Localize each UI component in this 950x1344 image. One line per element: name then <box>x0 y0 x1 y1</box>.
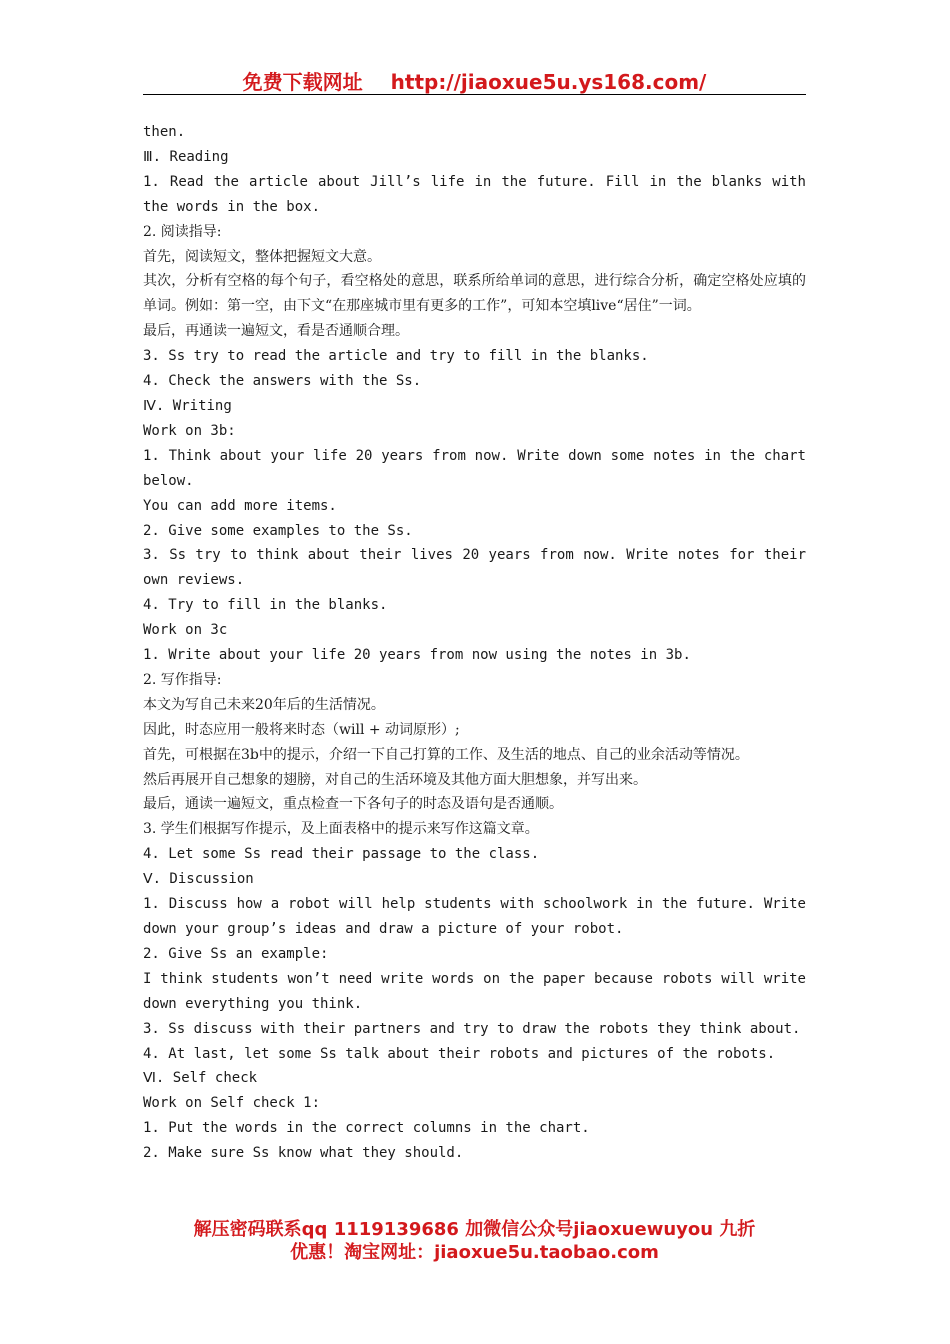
text-line: 然后再展开自己想象的翅膀，对自己的生活环境及其他方面大胆想象，并写出来。 <box>143 771 647 788</box>
text-line: 1. Discuss how a robot will help students with schoolwork in the future. Write down your group’s ideas and draw a picture of your robot. <box>143 896 806 937</box>
text-line: 2. Give some examples to the Ss. <box>143 522 413 539</box>
text-line: 因此，时态应用一般将来时态（will + 动词原形）; <box>143 721 460 738</box>
page-footer <box>143 1218 806 1264</box>
document-body <box>143 120 806 1166</box>
text-line: 其次，分析有空格的每个句子，看空格处的意思，联系所给单词的意思，进行综合分析，确定空格处应填的单词。例如：第一空，由下文“在那座城市里有更多的工作”，可知本空填live“居住”一词。 <box>143 273 806 315</box>
text-line: 1. Read the article about Jill’s life in the future. Fill in the blanks with the words in the box. <box>143 173 806 215</box>
text-line: 4. At last, let some Ss talk about their robots and pictures of the robots. <box>143 1045 776 1062</box>
text-line: then. <box>143 124 186 140</box>
text-line: 2. 写作指导: <box>143 671 222 688</box>
text-line: 2. Make sure Ss know what they should. <box>143 1145 464 1162</box>
text-line: You can add more items. <box>143 497 337 514</box>
header-site-label: 免费下载网址 <box>242 70 363 94</box>
text-line: 3. Ss try to read the article and try to fill in the blanks. <box>143 348 649 365</box>
section-heading-writing: Ⅳ. Writing <box>143 397 232 414</box>
text-line: 最后，通读一遍短文，重点检查一下各句子的时态及语句是否通顺。 <box>143 796 563 813</box>
text-line: 本文为写自己未来20年后的生活情况。 <box>143 696 385 713</box>
text-line: 3. Ss try to think about their lives 20 years from now. Write notes for their own reviews. <box>143 547 806 589</box>
text-line: 4. Check the answers with the Ss. <box>143 373 422 390</box>
text-line: 4. Try to fill in the blanks. <box>143 597 388 614</box>
header-divider <box>143 94 806 95</box>
text-line: 3. Ss discuss with their partners and try to draw the robots they think about. <box>143 1020 801 1037</box>
text-line: 4. Let some Ss read their passage to the class. <box>143 846 540 863</box>
text-line: 最后，再通读一遍短文，看是否通顺合理。 <box>143 323 409 340</box>
section-heading-self-check: Ⅵ. Self check <box>143 1070 258 1087</box>
text-line: 2. 阅读指导: <box>143 223 222 240</box>
text-line: 首先，阅读短文，整体把握短文大意。 <box>143 248 381 265</box>
text-line: Work on 3c <box>143 622 228 639</box>
section-heading-reading: Ⅲ. Reading <box>143 148 229 165</box>
footer-line-1: 解压密码联系qq 1119139686 加微信公众号jiaoxuewuyou 九折 <box>193 1219 756 1240</box>
text-line: Work on 3b: <box>143 422 236 439</box>
footer-line-2: 优惠！淘宝网址：jiaoxue5u.taobao.com <box>290 1242 659 1263</box>
text-line: 首先，可根据在3b中的提示，介绍一下自己打算的工作、及生活的地点、自己的业余活动等情况。 <box>143 746 749 763</box>
text-line: 2. Give Ss an example: <box>143 945 329 962</box>
section-heading-discussion: Ⅴ. Discussion <box>143 871 254 888</box>
text-line: I think students won’t need write words on the paper because robots will write down everything you think. <box>143 970 806 1012</box>
text-line: 1. Write about your life 20 years from now using the notes in 3b. <box>143 647 691 664</box>
header-url-link[interactable]: http://jiaoxue5u.ys168.com/ <box>390 70 707 94</box>
text-line: 1. Think about your life 20 years from now. Write down some notes in the chart below. <box>143 447 806 489</box>
text-line: 1. Put the words in the correct columns in the chart. <box>143 1120 590 1137</box>
page-header <box>143 66 806 94</box>
text-line: Work on Self check 1: <box>143 1095 321 1112</box>
text-line: 3. 学生们根据写作提示，及上面表格中的提示来写作这篇文章。 <box>143 821 539 838</box>
